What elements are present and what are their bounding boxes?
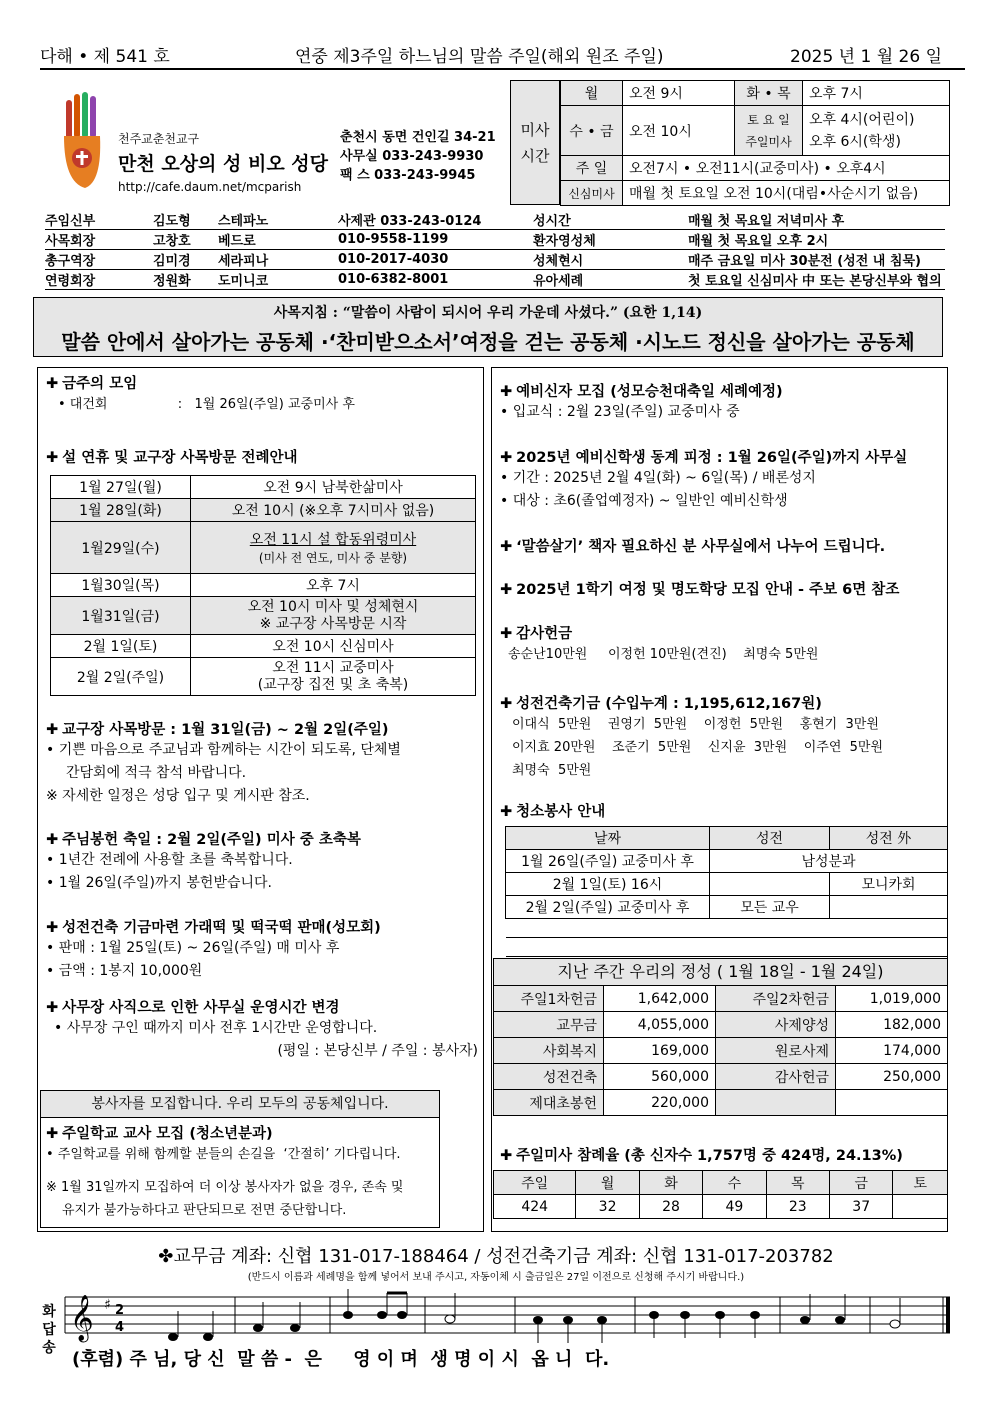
schedule-date: 1월 28일(화) [51, 499, 191, 522]
section-title: 주님봉헌 축일 : 2월 2일(주일) 미사 중 초축복 [62, 832, 361, 848]
staff-phone: 010-6382-8001 [338, 272, 449, 287]
cleaning-date: 2월 1일(토) 16시 [506, 873, 710, 896]
psalm-label: 화답송 [42, 1304, 56, 1356]
rice-line: • 금액 : 1봉지 10,000원 [46, 963, 203, 979]
donor-line: 이지효 20만원 조준기 5만원 신지윤 3만원 이주연 5만원 [512, 740, 884, 755]
event-sub: (교구장 집전 및 초 축복) [257, 676, 409, 693]
fax-number: 팩 스 033-243-9945 [340, 168, 476, 183]
sunday-title: 연중 제3주일 하느님의 말씀 주일(해외 원조 주일) [295, 46, 664, 67]
thanks-offering-section [500, 622, 818, 666]
attendance-day: 주일 [494, 1171, 576, 1195]
event-main: 오전 10시 미사 및 성체현시 [247, 598, 419, 615]
booklet-section [500, 535, 885, 556]
schedule-date: 1월 27일(월) [51, 476, 191, 499]
schedule-date: 1월30일(목) [51, 574, 191, 597]
church-address: 춘천시 동면 건인길 34-21 [340, 130, 496, 145]
church-url[interactable]: http://cafe.daum.net/mcparish [118, 180, 302, 194]
cleaning-table [505, 826, 948, 957]
cross-icon: ✚ [46, 832, 59, 848]
svg-text:2: 2 [115, 1303, 125, 1318]
issue-header [40, 40, 965, 70]
service-name: 유아세례 [533, 274, 584, 289]
offering-amount: 1,019,000 [836, 986, 948, 1012]
volunteer-title: 봉사자를 모집합니다. 우리 모두의 공동체입니다. [91, 1096, 389, 1112]
attendance-count: 23 [766, 1195, 829, 1219]
donor-line: 이대식 5만원 권영기 5만원 이정헌 5만원 홍현기 3만원 [512, 717, 879, 732]
schedule-date: 2월 1일(토) [51, 635, 191, 658]
service-time: 매월 첫 목요일 오후 2시 [688, 234, 829, 249]
rice-cake-section [46, 916, 381, 983]
offering-category: 주일2차헌금 [716, 986, 836, 1012]
attendance-count: 37 [830, 1195, 893, 1219]
cleaning-group [710, 873, 830, 896]
thanks-line: 송순난10만원 이정헌 10만원(견진) 최명숙 5만원 [508, 647, 819, 662]
offering-category: 성전건축 [494, 1064, 604, 1090]
staff-directory [45, 210, 945, 290]
attendance-day: 수 [703, 1171, 766, 1195]
section-title: 청소봉사 안내 [516, 804, 606, 820]
cross-icon: ✚ [500, 696, 513, 712]
office-line: • 사무장 구인 때까지 미사 전후 1시간만 운영합니다. [54, 1020, 378, 1036]
donor-line: 최명숙 5만원 [512, 763, 592, 778]
pastoral-motto [33, 297, 943, 357]
cross-icon: ✚ [46, 450, 59, 466]
seol-section [46, 446, 298, 467]
teacher-line: ※ 1월 31일까지 모집하여 더 이상 봉사자가 없을 경우, 존속 및 [46, 1180, 404, 1195]
visit-line: • 기쁜 마음으로 주교님과 함께하는 시간이 되도록, 단체별 [46, 742, 401, 758]
cross-icon: ✚ [46, 722, 59, 738]
cleaning-group: 모든 교우 [710, 896, 830, 919]
cross-icon: ✚ [46, 1126, 59, 1142]
cross-icon: ✚ [500, 384, 513, 400]
motto-line-1: 사목지침 : “말씀이 사람이 되시어 우리 가운데 사셨다.” (요한 1,14) [273, 305, 703, 321]
cleaning-section [500, 800, 605, 821]
cross-icon: ✚ [500, 539, 513, 555]
meeting-item: • 대건회 : 1월 26일(주일) 교중미사 후 [58, 397, 355, 412]
attendance-section [500, 1144, 903, 1165]
teacher-line: 유지가 불가능하다고 판단되므로 전면 중단합니다. [62, 1203, 347, 1218]
attendance-day: 목 [766, 1171, 829, 1195]
candle-line: • 1월 26일(주일)까지 봉헌받습니다. [46, 875, 272, 891]
motto-line-2: 말씀 안에서 살아가는 공동체 ·‘찬미받으소서’여정을 걷는 공동체 ·시노드 정신을 살아가는 공동체 [61, 330, 915, 354]
section-title: 2025년 1학기 여정 및 명도학당 모집 안내 - 주보 6면 참조 [516, 582, 900, 598]
schedule-event: 오전 9시 남북한삶미사 [191, 476, 476, 499]
seol-schedule-table [50, 475, 476, 696]
service-name: 성시간 [533, 214, 571, 229]
offering-category [716, 1090, 836, 1116]
mass-day: 화 • 목 [735, 81, 803, 106]
mass-time: 오후 6시(학생) [809, 133, 901, 150]
section-title: 성전건축 기금마련 가래떡 및 떡국떡 판매(성모회) [62, 920, 381, 936]
catechumen-line: • 입교식 : 2월 23일(주일) 교중미사 중 [500, 404, 740, 420]
cross-icon: ✚ [500, 626, 513, 642]
offering-title-text: 지난 주간 우리의 정성 ( 1월 18일 - 1월 24일) [557, 962, 884, 981]
cleaning-group: 남성분과 [710, 850, 948, 873]
staff-phone: 010-2017-4030 [338, 252, 449, 267]
section-title: 2025년 예비신학생 동계 피정 : 1월 26일(주일)까지 사무실 [516, 450, 908, 466]
teacher-line: • 주일학교를 위해 함께할 분들의 손길을 ‘간절히’ 기다립니다. [46, 1147, 401, 1162]
cross-icon: ✚ [500, 450, 513, 466]
staff-row [45, 230, 945, 250]
office-hours-section [46, 996, 478, 1063]
schedule-event [191, 658, 476, 696]
saturday-mass-times [803, 106, 950, 156]
bank-accounts: ✤교무금 계좌: 신협 131-017-188464 / 성전건축기금 계좌: 신협 131-017-203782 [158, 1246, 834, 1267]
mass-time: 오전7시 • 오전11시(교중미사) • 오후4시 [623, 156, 950, 181]
offering-row [494, 986, 948, 1012]
cross-icon: ✚ [46, 376, 59, 392]
offering-amount: 182,000 [836, 1012, 948, 1038]
service-time: 매월 첫 목요일 저녁미사 후 [688, 214, 845, 229]
cleaning-date: 2월 2일(주일) 교중미사 후 [506, 896, 710, 919]
staff-name: 정원화 [153, 274, 191, 289]
mass-day: 신심미사 [561, 181, 623, 206]
svg-text:♯: ♯ [104, 1297, 111, 1313]
staff-phone: 010-9558-1199 [338, 232, 449, 247]
offering-title [493, 958, 948, 986]
staff-row [45, 250, 945, 270]
mass-time: 오후 7시 [803, 81, 950, 106]
offering-category: 사제양성 [716, 1012, 836, 1038]
schedule-event: 오후 7시 [191, 574, 476, 597]
bishop-visit-section [46, 718, 481, 808]
svg-text:4: 4 [115, 1320, 125, 1335]
section-title: ‘말씀살기’ 책자 필요하신 분 사무실에서 나누어 드립니다. [516, 539, 886, 555]
section-title: 주일미사 참례율 (총 신자수 1,757명 중 424명, 24.13%) [516, 1148, 903, 1164]
mass-time: 오전 10시 [623, 106, 735, 156]
cross-icon: ✚ [500, 582, 513, 598]
schedule-event: 오전 10시 (※오후 7시미사 없음) [191, 499, 476, 522]
offering-row [494, 1064, 948, 1090]
mass-day: 토 요 일 주일미사 [735, 106, 803, 156]
offering-amount: 1,642,000 [604, 986, 716, 1012]
mass-schedule [560, 80, 950, 206]
church-contact [340, 128, 496, 185]
offering-amount: 220,000 [604, 1090, 716, 1116]
staff-role: 연령회장 [45, 274, 96, 289]
staff-baptismal-name: 베드로 [218, 234, 256, 249]
staff-name: 김도형 [153, 214, 191, 229]
offering-category: 원로사제 [716, 1038, 836, 1064]
cross-icon: ✚ [46, 920, 59, 936]
column-header: 날짜 [506, 827, 710, 850]
column-header: 성전 外 [830, 827, 948, 850]
cross-icon: ✚ [46, 1000, 59, 1016]
visit-line: 간담회에 적극 참석 바랍니다. [66, 765, 247, 781]
office-line: (평일 : 본당신부 / 주일 : 봉사자) [277, 1043, 478, 1059]
offering-amount: 560,000 [604, 1064, 716, 1090]
mass-time: 오후 4시(어린이) [809, 111, 915, 128]
schedule-event [191, 522, 476, 574]
attendance-count: 28 [639, 1195, 702, 1219]
seminarian-camp-section [500, 446, 907, 513]
staff-row [45, 270, 945, 290]
psalm-lyrics: (후렴) 주 님, 당 신 말 씀 - 은 영 이 며 생 명 이 시 옵 니 다. [72, 1349, 610, 1370]
staff-role: 주임신부 [45, 214, 96, 229]
mass-day: 월 [561, 81, 623, 106]
attendance-count: 49 [703, 1195, 766, 1219]
candle-section [46, 828, 361, 895]
mass-day: 주 일 [561, 156, 623, 181]
diocese-name: 천주교춘천교구 [118, 132, 200, 146]
camp-line: • 기간 : 2025년 2월 4일(화) ~ 6일(목) / 배론성지 [500, 470, 816, 486]
attendance-day: 금 [830, 1171, 893, 1195]
event-main: 오전 11시 교중미사 [272, 659, 394, 676]
section-title: 성전건축기금 (수입누계 : 1,195,612,167원) [516, 696, 822, 712]
mass-time: 매월 첫 토요일 오전 10시(대림•사순시기 없음) [623, 181, 950, 206]
issue-number: 다해 • 제 541 호 [40, 46, 170, 67]
attendance-day: 토 [893, 1171, 948, 1195]
attendance-table [493, 1170, 948, 1219]
church-logo [60, 92, 105, 192]
offering-row [494, 1012, 948, 1038]
cleaning-group [830, 896, 948, 919]
church-name: 만천 오상의 성 비오 성당 [118, 153, 328, 175]
staff-role: 사목회장 [45, 234, 96, 249]
offering-amount: 4,055,000 [604, 1012, 716, 1038]
account-note: (반드시 이름과 세례명을 함께 넣어서 보내 주시고, 자동이체 시 출금일은 27일 이전으로 신청해 주시기 바랍니다.) [247, 1272, 745, 1283]
mass-time: 오전 9시 [623, 81, 735, 106]
offering-category: 사회복지 [494, 1038, 604, 1064]
offering-amount: 174,000 [836, 1038, 948, 1064]
mass-day: 수 • 금 [561, 106, 623, 156]
rice-line: • 판매 : 1월 25일(토) ~ 26일(주일) 매 미사 후 [46, 940, 340, 956]
staff-baptismal-name: 도미니코 [218, 274, 269, 289]
event-sub: (미사 전 연도, 미사 중 분향) [258, 551, 408, 565]
svg-text:𝄞: 𝄞 [70, 1295, 94, 1341]
cross-icon: ✚ [500, 804, 513, 820]
schedule-event [191, 597, 476, 635]
section-title: 설 연휴 및 교구장 사목방문 전례안내 [62, 450, 298, 466]
attendance-count: 424 [494, 1195, 576, 1219]
attendance-day: 월 [576, 1171, 639, 1195]
offering-amount: 250,000 [836, 1064, 948, 1090]
teacher-section [46, 1122, 438, 1222]
section-title: 주일학교 교사 모집 (청소년분과) [62, 1126, 273, 1142]
staff-row [45, 210, 945, 230]
attendance-count [893, 1195, 948, 1219]
building-fund-section [500, 692, 883, 782]
issue-date: 2025 년 1 월 26 일 [790, 46, 942, 67]
service-time: 매주 금요일 미사 30분전 (성전 내 침묵) [688, 254, 921, 269]
offering-category: 주일1차헌금 [494, 986, 604, 1012]
event-sub: ※ 교구장 사목방문 시작 [259, 615, 407, 632]
column-header: 성전 [710, 827, 830, 850]
schedule-event: 오전 10시 신심미사 [191, 635, 476, 658]
offering-row [494, 1038, 948, 1064]
camp-line: • 대상 : 초6(졸업예정자) ~ 일반인 예비신학생 [500, 493, 788, 509]
offering-amount [836, 1090, 948, 1116]
candle-line: • 1년간 전례에 사용할 초를 축복합니다. [46, 852, 293, 868]
attendance-day: 화 [639, 1171, 702, 1195]
section-title: 교구장 사목방문 : 1월 31일(금) ~ 2월 2일(주일) [62, 722, 389, 738]
section-title: 예비신자 모집 (성모승천대축일 세례예정) [516, 384, 783, 400]
section-title: 금주의 모임 [62, 376, 138, 392]
service-name: 성체현시 [533, 254, 584, 269]
school-section [500, 578, 899, 599]
service-name: 환자영성체 [533, 234, 596, 249]
schedule-date: 1월31일(금) [51, 597, 191, 635]
offering-table [493, 985, 948, 1116]
offering-row [494, 1090, 948, 1116]
schedule-date: 2월 2일(주일) [51, 658, 191, 696]
offering-category: 제대초봉헌 [494, 1090, 604, 1116]
church-info [118, 130, 328, 194]
staff-phone: 사제관 033-243-0124 [338, 214, 482, 229]
attendance-count: 32 [576, 1195, 639, 1219]
cleaning-group: 모니카회 [830, 873, 948, 896]
offering-amount: 169,000 [604, 1038, 716, 1064]
offering-category: 교무금 [494, 1012, 604, 1038]
mass-time-label: 미사 시간 [510, 80, 560, 205]
staff-name: 고창호 [153, 234, 191, 249]
service-time: 첫 토요일 신심미사 中 또는 본당신부와 협의 [688, 274, 942, 289]
office-phone: 사무실 033-243-9930 [340, 149, 484, 164]
visit-line: ※ 자세한 일정은 성당 입구 및 게시판 참조. [46, 788, 310, 804]
staff-baptismal-name: 스테파노 [218, 214, 269, 229]
meeting-section [46, 372, 355, 416]
psalm-staff [60, 1285, 955, 1345]
cleaning-date: 1월 26일(주일) 교중미사 후 [506, 850, 710, 873]
staff-name: 김미경 [153, 254, 191, 269]
schedule-date: 1월29일(수) [51, 522, 191, 574]
event-main: 오전 11시 설 합동위령미사 [249, 532, 417, 548]
section-title: 사무장 사직으로 인한 사무실 운영시간 변경 [62, 1000, 340, 1016]
staff-role: 총구역장 [45, 254, 96, 269]
section-title: 감사헌금 [516, 626, 573, 642]
offering-category: 감사헌금 [716, 1064, 836, 1090]
volunteer-banner [40, 1090, 440, 1118]
catechumen-section [500, 380, 783, 424]
staff-baptismal-name: 세라피나 [218, 254, 269, 269]
cross-icon: ✚ [500, 1148, 513, 1164]
